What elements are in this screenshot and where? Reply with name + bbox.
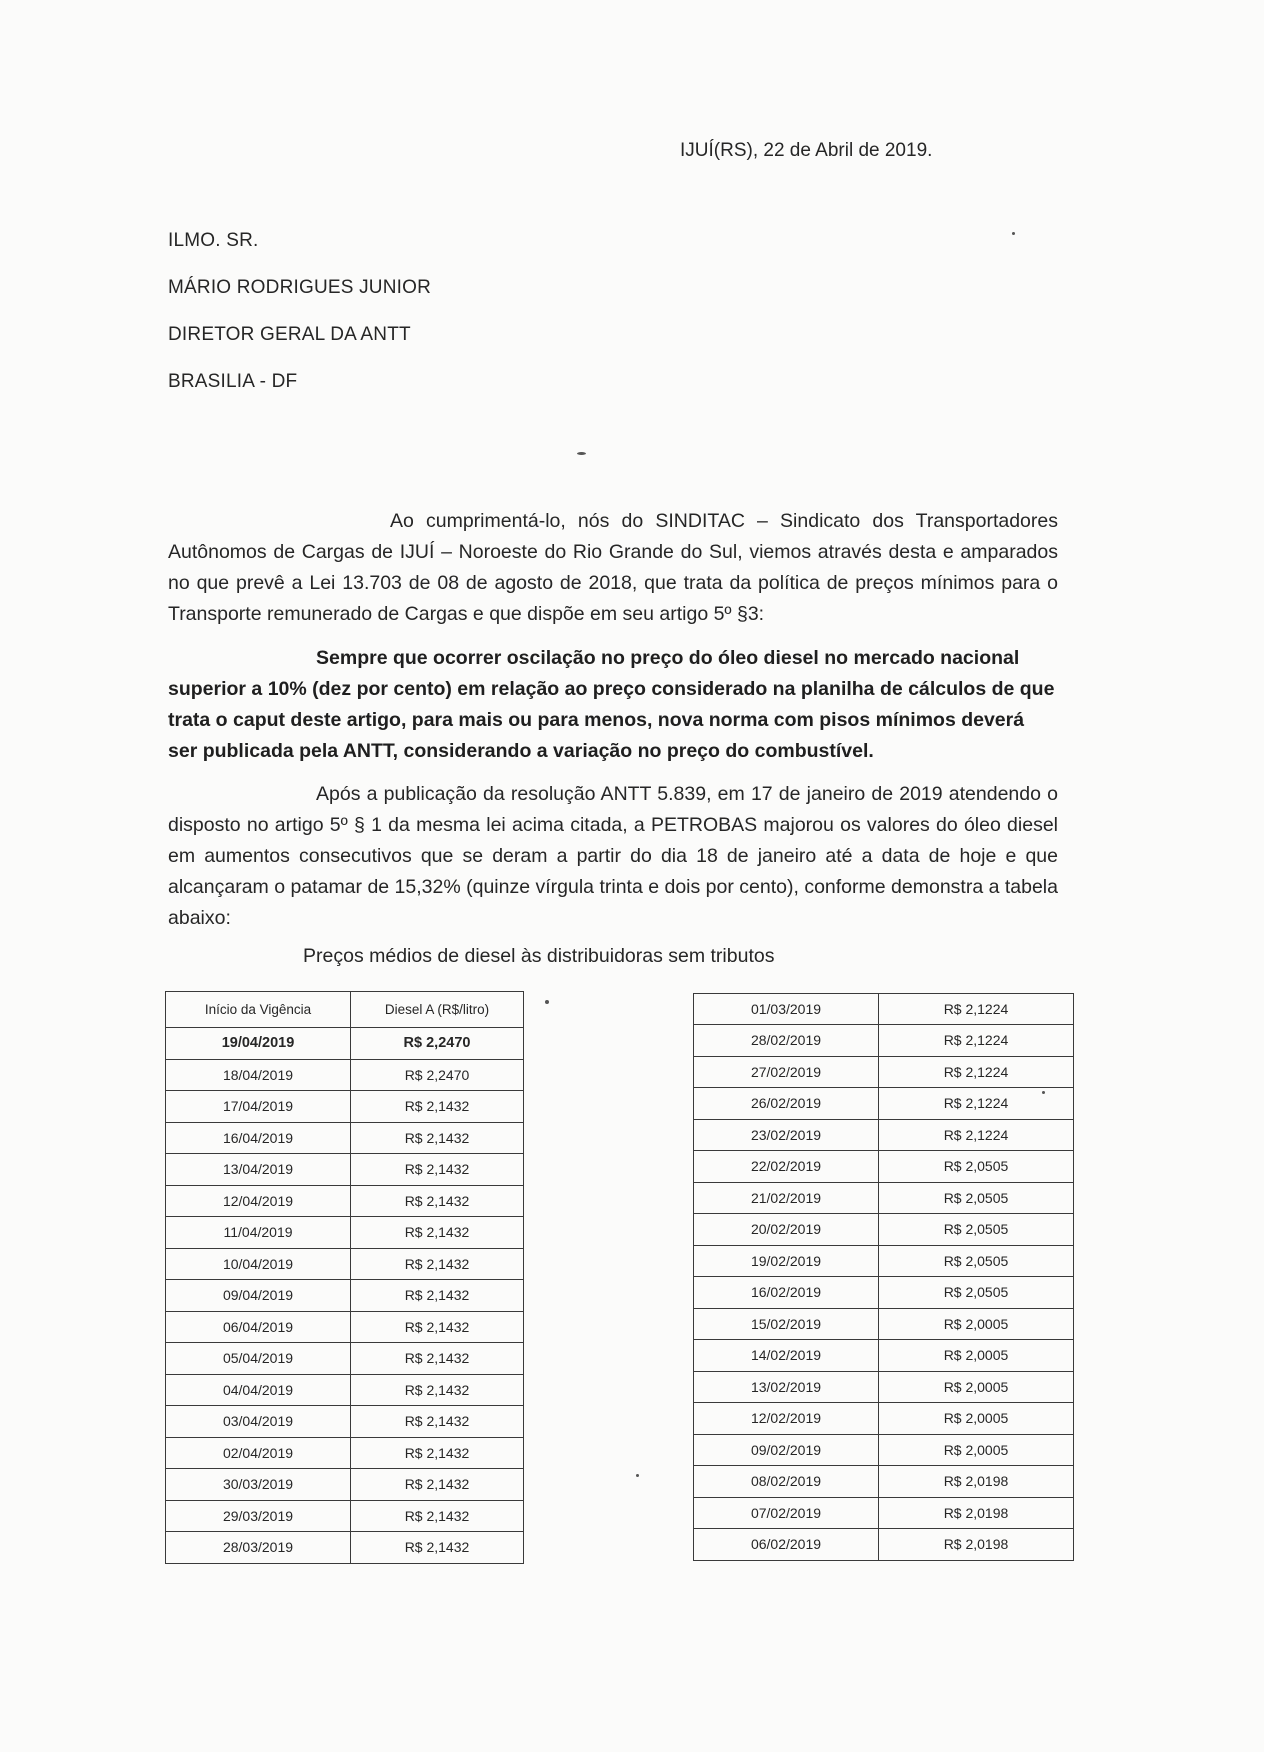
intro-paragraph-text: Ao cumprimentá-lo, nós do SINDITAC – Sindicato dos Transportadores Autônomos de Cargas de IJUÍ – Noroeste do Rio Grande do Sul, viemos através desta e amparados no que prevê a Lei 13.703 de 08 de agosto de 2018, que trata da política de preços mínimos para o Transporte remunerado de Cargas e que dispõe em seu artigo 5º §3:	[168, 510, 1058, 625]
table-row	[694, 1497, 1074, 1529]
price-cell: R$ 2,0505	[879, 1151, 1074, 1183]
header-start-date: Início da Vigência	[166, 992, 351, 1028]
table-row	[694, 1340, 1074, 1372]
table-row	[166, 1091, 524, 1123]
price-cell: R$ 2,0505	[879, 1214, 1074, 1246]
table-row	[166, 1122, 524, 1154]
start-date-cell: 09/04/2019	[166, 1280, 351, 1312]
table-row	[166, 1248, 524, 1280]
price-cell: R$ 2,1224	[879, 994, 1074, 1025]
start-date-cell: 27/02/2019	[694, 1056, 879, 1088]
price-cell: R$ 2,2470	[351, 1028, 524, 1060]
price-cell: R$ 2,1432	[351, 1091, 524, 1123]
table-row	[166, 1500, 524, 1532]
price-cell: R$ 2,1224	[879, 1056, 1074, 1088]
price-cell: R$ 2,0005	[879, 1371, 1074, 1403]
start-date-cell: 14/02/2019	[694, 1340, 879, 1372]
table-row	[166, 1154, 524, 1186]
table-row	[166, 1343, 524, 1375]
start-date-cell: 02/04/2019	[166, 1437, 351, 1469]
price-cell: R$ 2,0198	[879, 1466, 1074, 1498]
table-row	[166, 1406, 524, 1438]
start-date-cell: 28/02/2019	[694, 1025, 879, 1057]
table-row	[694, 1371, 1074, 1403]
start-date-cell: 18/04/2019	[166, 1059, 351, 1091]
start-date-cell: 09/02/2019	[694, 1434, 879, 1466]
table-row	[166, 1059, 524, 1091]
price-cell: R$ 2,1432	[351, 1374, 524, 1406]
table-header-row	[166, 992, 524, 1028]
price-cell: R$ 2,1432	[351, 1532, 524, 1564]
price-cell: R$ 2,1432	[351, 1280, 524, 1312]
price-cell: R$ 2,0198	[879, 1529, 1074, 1561]
start-date-cell: 10/04/2019	[166, 1248, 351, 1280]
table-row	[694, 1088, 1074, 1120]
table-row	[694, 1403, 1074, 1435]
table-row	[694, 1434, 1074, 1466]
price-increase-paragraph-text: Após a publicação da resolução ANTT 5.839, em 17 de janeiro de 2019 atendendo o disposto no artigo 5º § 1 da mesma lei acima citada, a PETROBAS majorou os valores do óleo diesel em aumentos consecutivos que se deram a partir do dia 18 de janeiro até a data de hoje e que alcançaram o patamar de 15,32% (quinze vírgula trinta e dois por cento), conforme demonstra a tabela abaixo:	[168, 783, 1058, 929]
start-date-cell: 29/03/2019	[166, 1500, 351, 1532]
start-date-cell: 12/02/2019	[694, 1403, 879, 1435]
table-row	[166, 1437, 524, 1469]
price-cell: R$ 2,1432	[351, 1343, 524, 1375]
table-row	[694, 1308, 1074, 1340]
table-row	[694, 1025, 1074, 1057]
date-line: IJUÍ(RS), 22 de Abril de 2019.	[680, 140, 933, 161]
price-cell: R$ 2,1432	[351, 1248, 524, 1280]
start-date-cell: 05/04/2019	[166, 1343, 351, 1375]
table-row	[694, 1056, 1074, 1088]
table-row	[694, 994, 1074, 1025]
table-row	[166, 1532, 524, 1564]
price-cell: R$ 2,0005	[879, 1340, 1074, 1372]
start-date-cell: 20/02/2019	[694, 1214, 879, 1246]
start-date-cell: 12/04/2019	[166, 1185, 351, 1217]
start-date-cell: 08/02/2019	[694, 1466, 879, 1498]
price-cell: R$ 2,2470	[351, 1059, 524, 1091]
start-date-cell: 07/02/2019	[694, 1497, 879, 1529]
start-date-cell: 26/02/2019	[694, 1088, 879, 1120]
price-cell: R$ 2,1224	[879, 1088, 1074, 1120]
price-cell: R$ 2,1432	[351, 1122, 524, 1154]
price-cell: R$ 2,1432	[351, 1437, 524, 1469]
price-cell: R$ 2,1432	[351, 1500, 524, 1532]
recipient-salutation: ILMO. SR.	[168, 230, 259, 251]
table-row	[166, 1028, 524, 1060]
price-increase-paragraph	[168, 779, 1058, 934]
start-date-cell: 19/02/2019	[694, 1245, 879, 1277]
recipient-name: MÁRIO RODRIGUES JUNIOR	[168, 277, 432, 298]
diesel-price-table-left	[165, 991, 524, 1564]
table-row	[694, 1119, 1074, 1151]
price-cell: R$ 2,0005	[879, 1434, 1074, 1466]
table-caption: Preços médios de diesel às distribuidoras sem tributos	[303, 945, 775, 967]
price-cell: R$ 2,1432	[351, 1154, 524, 1186]
table-row	[694, 1245, 1074, 1277]
price-cell: R$ 2,1432	[351, 1406, 524, 1438]
table-row	[166, 1469, 524, 1501]
price-cell: R$ 2,0198	[879, 1497, 1074, 1529]
table-row	[166, 1217, 524, 1249]
table-row	[694, 1182, 1074, 1214]
start-date-cell: 16/02/2019	[694, 1277, 879, 1309]
start-date-cell: 16/04/2019	[166, 1122, 351, 1154]
start-date-cell: 13/04/2019	[166, 1154, 351, 1186]
start-date-cell: 19/04/2019	[166, 1028, 351, 1060]
scan-speck	[577, 452, 586, 455]
price-cell: R$ 2,0005	[879, 1308, 1074, 1340]
scan-speck	[1012, 232, 1015, 235]
diesel-price-table-right	[693, 993, 1074, 1561]
price-cell: R$ 2,0505	[879, 1182, 1074, 1214]
start-date-cell: 23/02/2019	[694, 1119, 879, 1151]
table-row	[694, 1214, 1074, 1246]
start-date-cell: 04/04/2019	[166, 1374, 351, 1406]
scan-speck	[545, 1000, 549, 1004]
table-row	[166, 1185, 524, 1217]
recipient-location: BRASILIA - DF	[168, 371, 298, 392]
price-cell: R$ 2,1224	[879, 1025, 1074, 1057]
law-quote	[168, 643, 1058, 767]
price-cell: R$ 2,1432	[351, 1311, 524, 1343]
start-date-cell: 21/02/2019	[694, 1182, 879, 1214]
header-diesel-price: Diesel A (R$/litro)	[351, 992, 524, 1028]
price-cell: R$ 2,1432	[351, 1469, 524, 1501]
intro-paragraph	[168, 506, 1058, 630]
table-row	[694, 1277, 1074, 1309]
recipient-title: DIRETOR GERAL DA ANTT	[168, 324, 411, 345]
price-cell: R$ 2,0505	[879, 1277, 1074, 1309]
table-row	[166, 1311, 524, 1343]
start-date-cell: 30/03/2019	[166, 1469, 351, 1501]
table-row	[694, 1466, 1074, 1498]
law-quote-text: Sempre que ocorrer oscilação no preço do óleo diesel no mercado nacional superior a 10% (dez por cento) em relação ao preço considerado na planilha de cálculos de que trata o caput deste artigo, para mais ou para menos, nova norma com pisos mínimos deverá ser publicada pela ANTT, considerando a variação no preço do combustível.	[168, 647, 1055, 762]
start-date-cell: 17/04/2019	[166, 1091, 351, 1123]
price-cell: R$ 2,1224	[879, 1119, 1074, 1151]
start-date-cell: 06/04/2019	[166, 1311, 351, 1343]
scan-speck	[636, 1474, 639, 1477]
price-cell: R$ 2,1432	[351, 1217, 524, 1249]
start-date-cell: 11/04/2019	[166, 1217, 351, 1249]
start-date-cell: 22/02/2019	[694, 1151, 879, 1183]
price-cell: R$ 2,0505	[879, 1245, 1074, 1277]
start-date-cell: 15/02/2019	[694, 1308, 879, 1340]
scan-speck	[1042, 1091, 1045, 1094]
table-row	[694, 1151, 1074, 1183]
start-date-cell: 06/02/2019	[694, 1529, 879, 1561]
start-date-cell: 13/02/2019	[694, 1371, 879, 1403]
start-date-cell: 01/03/2019	[694, 994, 879, 1025]
table-row	[166, 1374, 524, 1406]
price-cell: R$ 2,1432	[351, 1185, 524, 1217]
start-date-cell: 28/03/2019	[166, 1532, 351, 1564]
table-row	[694, 1529, 1074, 1561]
start-date-cell: 03/04/2019	[166, 1406, 351, 1438]
price-cell: R$ 2,0005	[879, 1403, 1074, 1435]
table-row	[166, 1280, 524, 1312]
